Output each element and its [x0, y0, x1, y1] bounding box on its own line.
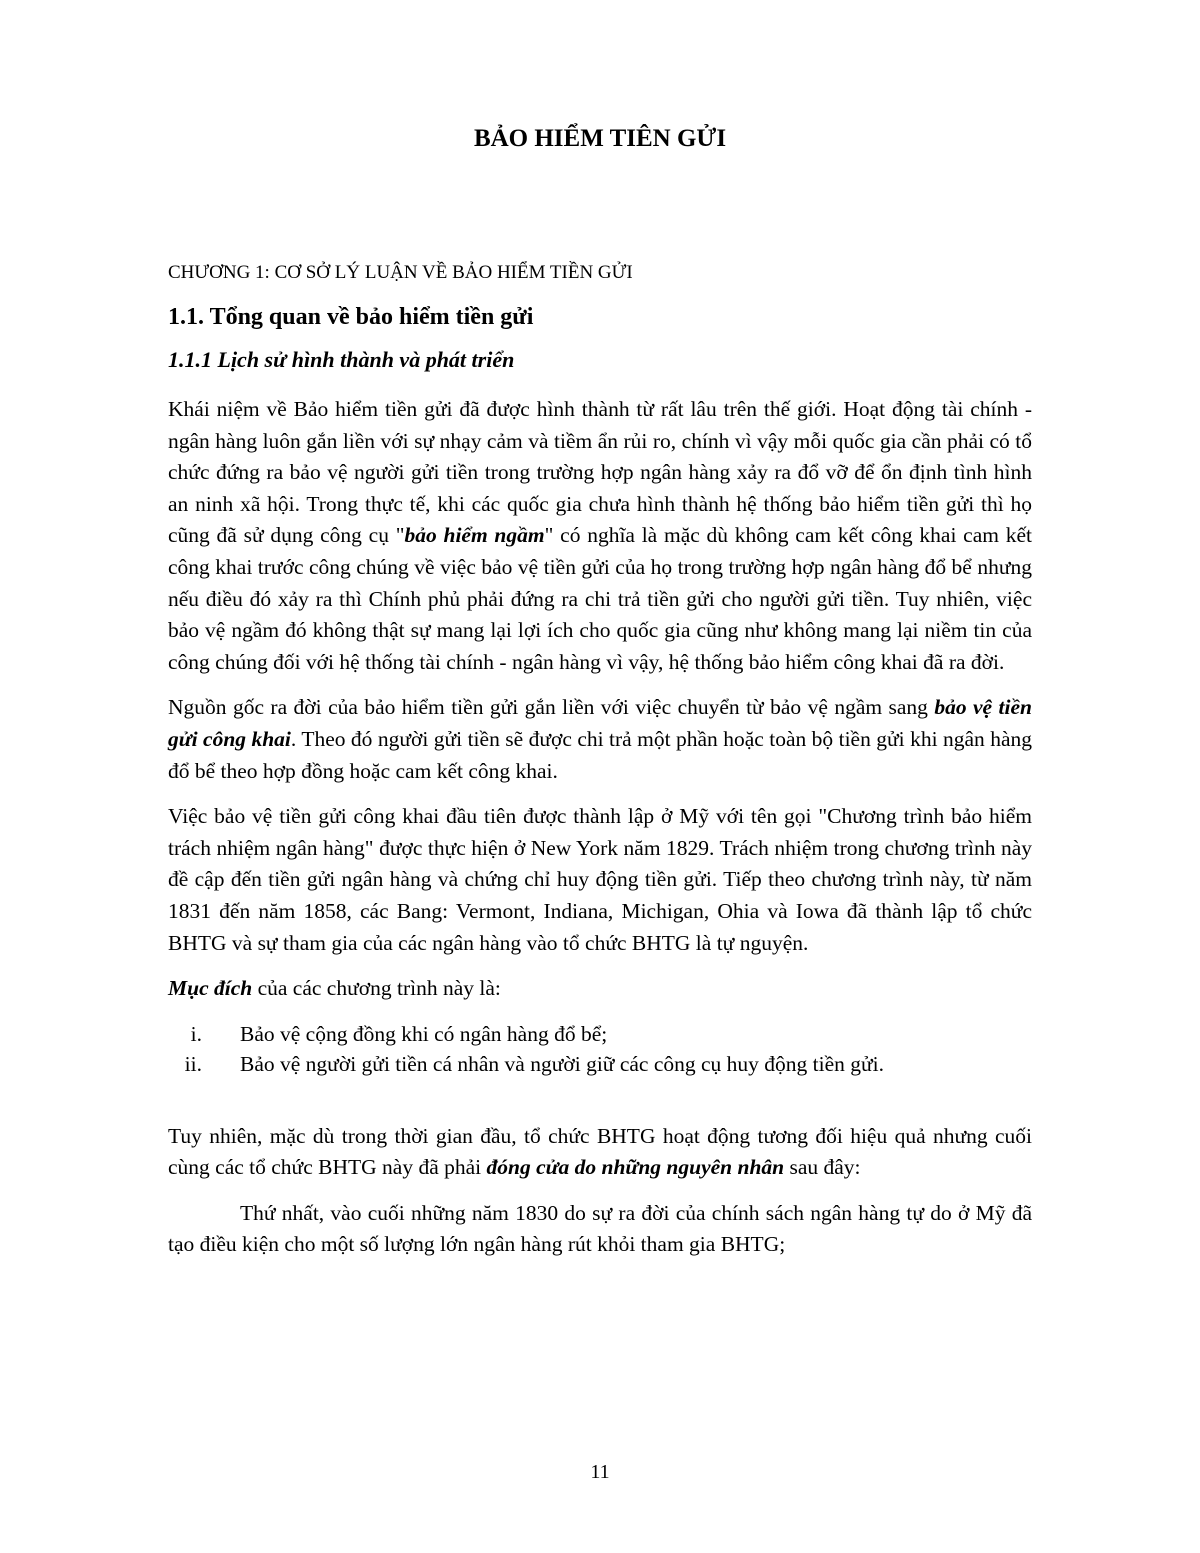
- list-item-number: ii.: [184, 1051, 202, 1076]
- paragraph-first-program: Việc bảo vệ tiền gửi công khai đầu tiên được thành lập ở Mỹ với tên gọi "Chương trình bảo hiểm trách nhiệm ngân hàng" được thực hiện ở New York năm 1829. Trách nhiệm trong chương trình này đề cập đến tiền gửi ngân hàng và chứng chỉ huy động tiền gửi. Tiếp theo chương trình này, từ năm 1831 đến năm 1858, các Bang: Vermont, Indiana, Michigan, Ohia và Iowa đã thành lập tổ chức BHTG và sự tham gia của các ngân hàng vào tổ chức BHTG là tự nguyện.: [168, 804, 1032, 955]
- list-item: [168, 1049, 1032, 1079]
- paragraph-text: sau đây:: [784, 1155, 861, 1180]
- list-item-text: Bảo vệ người gửi tiền cá nhân và người giữ các công cụ huy động tiền gửi.: [240, 1051, 885, 1076]
- subsection-heading: 1.1.1 Lịch sử hình thành và phát triển: [168, 347, 515, 372]
- emphasis-text: bảo vệ tiền gửi công khai: [168, 695, 1032, 751]
- paragraph-purpose: [168, 973, 1032, 1005]
- paragraph-text: Nguồn gốc ra đời của bảo hiểm tiền gửi gắn liền với việc chuyển từ bảo vệ ngầm sang: [168, 695, 935, 720]
- list-item-number: i.: [190, 1021, 202, 1046]
- chapter-heading: CHƯƠNG 1: CƠ SỞ LÝ LUẬN VỀ BẢO HIỂM TIỀN GỬI: [168, 262, 633, 283]
- paragraph-text: của các chương trình này là:: [252, 976, 501, 1001]
- list-item: [168, 1019, 1032, 1049]
- document-body: [168, 258, 1032, 1275]
- paragraph-first-reason: Thứ nhất, vào cuối những năm 1830 do sự ra đời của chính sách ngân hàng tự do ở Mỹ đã tạo điều kiện cho một số lượng lớn ngân hàng rút khỏi tham gia BHTG;: [168, 1200, 1032, 1257]
- paragraph-text: Tuy nhiên, mặc dù trong thời gian đầu, tổ chức BHTG hoạt động tương đối hiệu quả nhưng cuối cùng các tổ chức BHTG này đã phải: [168, 1123, 1032, 1180]
- section-heading: 1.1. Tổng quan về bảo hiểm tiền gửi: [168, 304, 534, 330]
- paragraph-text: " có nghĩa là mặc dù không cam kết công khai cam kết công khai trước công chúng về việc bảo vệ tiền gửi của họ trong trường hợp ngân hàng đổ bể nhưng nếu điều đó xảy ra thì Chính phủ phải đứng ra chi trả tiền gửi cho người gửi tiền. Tuy nhiên, việc bảo vệ ngầm đó không thật sự mang lại lợi ích cho quốc gia cũng như không mang lại niềm tin của công chúng đối với hệ thống tài chính - ngân hàng vì vậy, hệ thống bảo hiểm công khai đã ra đời.: [168, 523, 1033, 674]
- emphasis-text: đóng cửa do những nguyên nhân: [486, 1155, 785, 1180]
- paragraph-closure: [168, 1121, 1032, 1184]
- paragraph-text: . Theo đó người gửi tiền sẽ được chi trả một phần hoặc toàn bộ tiền gửi khi ngân hàng đổ bể theo hợp đồng hoặc cam kết công khai.: [168, 726, 1032, 783]
- list-item-text: Bảo vệ cộng đồng khi có ngân hàng đổ bể;: [240, 1021, 608, 1046]
- emphasis-text: Mục đích: [168, 976, 253, 1001]
- paragraph-text: Khái niệm về Bảo hiểm tiền gửi đã được hình thành từ rất lâu trên thế giới. Hoạt động tài chính - ngân hàng luôn gắn liền với sự nhạy cảm và tiềm ẩn rủi ro, chính vì vậy mỗi quốc gia cần phải có tổ chức đứng ra bảo vệ người gửi tiền trong trường hợp ngân hàng xảy ra đổ vỡ để ổn định tình hình an ninh xã hội. Trong thực tế, khi các quốc gia chưa hình thành hệ thống bảo hiểm tiền gửi thì họ cũng đã sử dụng công cụ ": [168, 397, 1032, 548]
- document-title: BẢO HIỂM TIÊN GỬI: [473, 125, 727, 152]
- emphasis-text: bảo hiểm ngầm: [404, 523, 545, 548]
- purpose-list: [168, 1019, 1032, 1079]
- page-number: 11: [590, 1461, 610, 1483]
- spacer: [168, 1079, 1032, 1121]
- paragraph-origin: [168, 692, 1032, 787]
- paragraph-history: [168, 394, 1032, 678]
